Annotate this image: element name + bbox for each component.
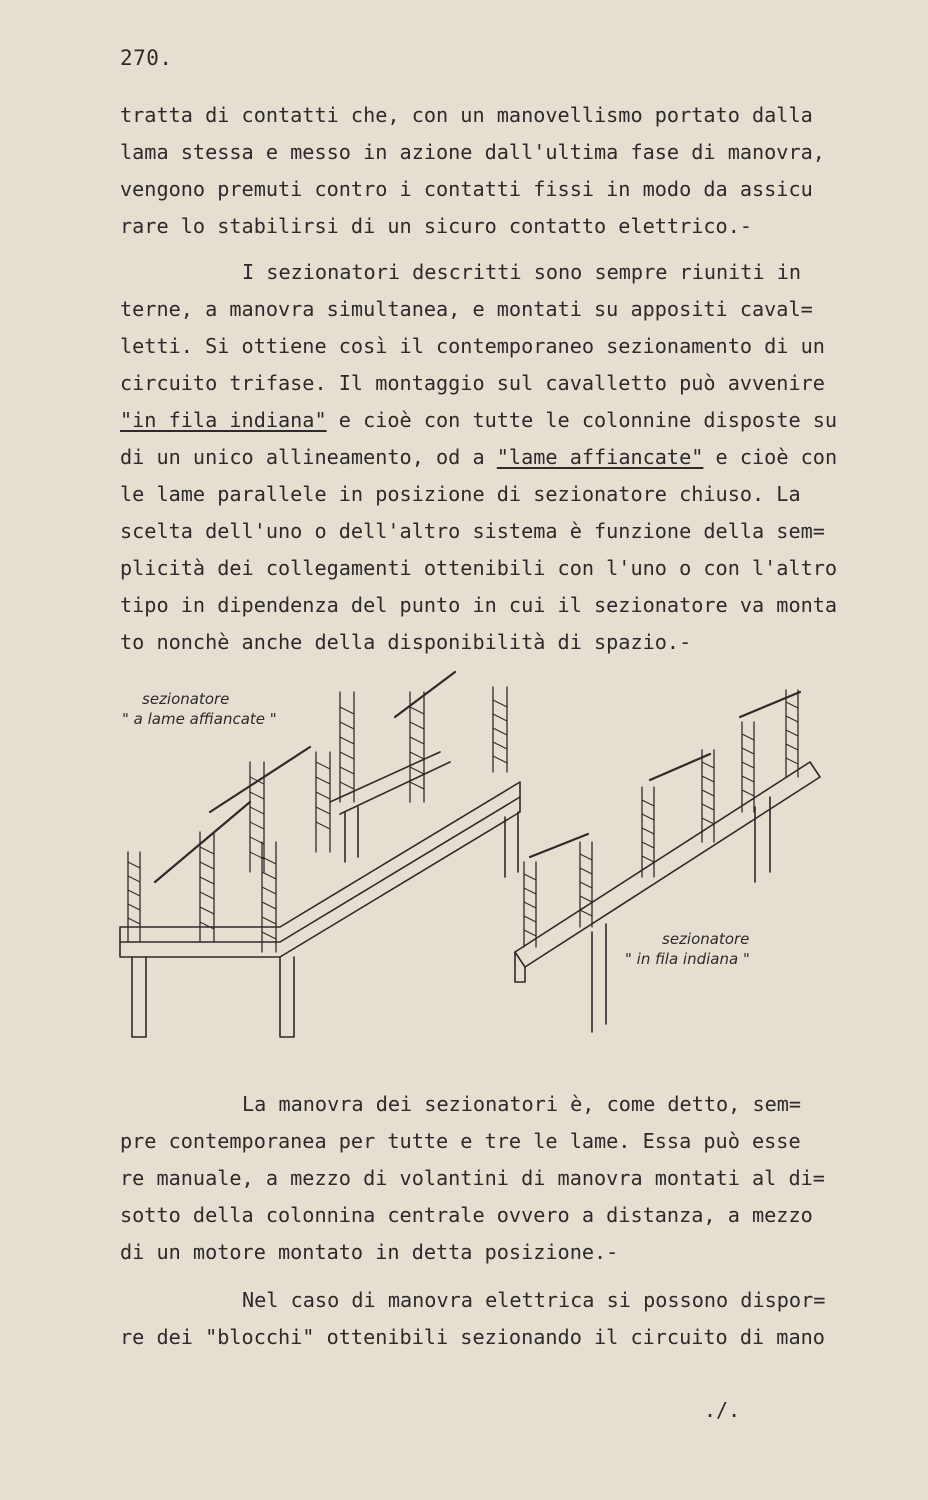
text-line: pre contemporanea per tutte e tre le lame. Essa può esse [120, 1129, 801, 1153]
text-fragment: e cioè con [703, 445, 838, 469]
text-line: lama stessa e messo in azione dall'ultima fase di manovra, [120, 140, 825, 164]
label-right-line1: sezionatore [662, 930, 750, 948]
right-bench-drawing [515, 762, 820, 1032]
text-line: to nonchè anche della disponibilità di spazio.- [120, 630, 692, 654]
text-line [120, 439, 880, 476]
text-line: plicità dei collegamenti ottenibili con l'uno o con l'altro [120, 556, 838, 580]
continuation-mark: ./. [704, 1398, 741, 1422]
text-line: re dei "blocchi" ottenibili sezionando il circuito di mano [120, 1325, 825, 1349]
left-bench-drawing [120, 752, 520, 1037]
text-line: Nel caso di manovra elettrica si possono dispor= [242, 1288, 826, 1312]
underlined-term: "in fila indiana" [120, 408, 327, 432]
text-line: tipo in dipendenza del punto in cui il sezionatore va monta [120, 593, 838, 617]
text-line: sotto della colonnina centrale ovvero a distanza, a mezzo [120, 1203, 813, 1227]
paragraph-4 [120, 1282, 880, 1356]
text-line [120, 402, 880, 439]
paragraph-3 [120, 1086, 880, 1271]
label-left-line2: " a lame affiancate " [122, 710, 277, 728]
text-fragment: e cioè con tutte le colonnine disposte su [326, 408, 838, 432]
text-line: circuito trifase. Il montaggio sul cavalletto può avvenire [120, 371, 825, 395]
text-fragment: di un unico allineamento, od a [120, 445, 497, 469]
text-line: I sezionatori descritti sono sempre riuniti in [242, 260, 802, 284]
disconnector-illustration [110, 662, 840, 1052]
text-line: re manuale, a mezzo di volantini di manovra montati al di= [120, 1166, 825, 1190]
label-left-line1: sezionatore [142, 690, 230, 708]
text-line: terne, a manovra simultanea, e montati su appositi caval= [120, 297, 813, 321]
paragraph-2 [120, 254, 880, 661]
text-line: vengono premuti contro i contatti fissi in modo da assicu [120, 177, 813, 201]
text-line: tratta di contatti che, con un manovellismo portato dalla [120, 103, 813, 127]
text-line: La manovra dei sezionatori è, come detto, sem= [242, 1092, 802, 1116]
page-number: 270. [120, 46, 173, 70]
text-line: di un motore montato in detta posizione.- [120, 1240, 619, 1264]
label-right-line2: " in fila indiana " [625, 950, 750, 968]
coil-hatch [128, 700, 507, 939]
coil-hatch [524, 702, 798, 936]
paragraph-1 [120, 97, 880, 245]
text-line: le lame parallele in posizione di sezionatore chiuso. La [120, 482, 801, 506]
text-line: letti. Si ottiene così il contemporaneo sezionamento di un [120, 334, 825, 358]
text-line: scelta dell'uno o dell'altro sistema è funzione della sem= [120, 519, 825, 543]
text-line: rare lo stabilirsi di un sicuro contatto elettrico.- [120, 214, 753, 238]
underlined-term: "lame affiancate" [496, 445, 704, 469]
right-blades [530, 692, 800, 857]
